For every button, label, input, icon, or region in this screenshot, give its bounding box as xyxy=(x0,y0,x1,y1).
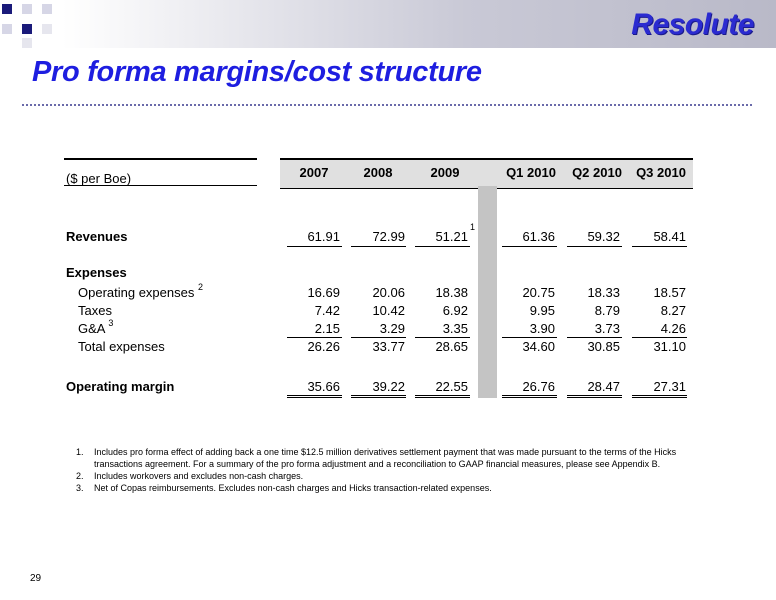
cell-value: 7.42 xyxy=(314,303,340,318)
cell-underline xyxy=(502,246,557,247)
cell-value: 18.33 xyxy=(587,285,620,300)
label-header-top-rule xyxy=(64,158,257,160)
footnote-item xyxy=(76,446,716,470)
footnote-number: 3. xyxy=(76,483,84,493)
cell-value: 72.99 xyxy=(372,229,405,244)
footnote-text: Includes pro forma effect of adding back a one time $12.5 million derivatives settlement payment that was made pursuant to the terms of the Hicks transactions agreement. For a summary of the pro forma adjustment and a reconciliation to GAAP financial measures, please see Appendix B. xyxy=(94,447,677,469)
cell-double-underline xyxy=(567,395,622,398)
row-label-total-expenses: Total expenses xyxy=(78,339,165,354)
footnote-number: 1. xyxy=(76,447,84,457)
column-header: 2007 xyxy=(299,165,329,180)
decor-square xyxy=(2,4,12,14)
cell-value: 35.66 xyxy=(307,379,340,394)
footnote-number: 2. xyxy=(76,471,84,481)
cell-value: 51.21 xyxy=(435,229,468,244)
cell-value: 2.15 xyxy=(314,321,340,336)
row-label-taxes: Taxes xyxy=(78,303,112,318)
cell-underline xyxy=(567,337,622,338)
cell-value: 9.95 xyxy=(529,303,555,318)
cell-value: 20.75 xyxy=(522,285,555,300)
cell-double-underline xyxy=(287,395,342,398)
footnote-marker: 1 xyxy=(470,222,476,232)
cell-underline xyxy=(632,246,687,247)
cell-value: 3.29 xyxy=(379,321,405,336)
cell-value: 33.77 xyxy=(372,339,405,354)
title-divider xyxy=(22,104,752,106)
cell-double-underline xyxy=(502,395,557,398)
cell-value: 30.85 xyxy=(587,339,620,354)
cell-underline xyxy=(351,246,406,247)
row-label-operating-expenses: Operating expenses $^2$ xyxy=(78,282,203,300)
decor-square xyxy=(42,24,52,34)
cell-value: 61.36 xyxy=(522,229,555,244)
cell-value: 3.73 xyxy=(594,321,620,336)
cell-value: 18.57 xyxy=(653,285,686,300)
footnote-item xyxy=(76,482,716,494)
cell-value: 28.65 xyxy=(435,339,468,354)
footnote-text: Net of Copas reimbursements. Excludes non-cash charges and Hicks transaction-related expenses. xyxy=(94,483,492,493)
cell-value: 28.47 xyxy=(587,379,620,394)
column-header: Q1 2010 xyxy=(506,165,556,180)
cell-underline xyxy=(415,337,470,338)
cell-value: 3.35 xyxy=(442,321,468,336)
cell-underline xyxy=(287,246,342,247)
cell-double-underline xyxy=(415,395,470,398)
cell-value: 34.60 xyxy=(522,339,555,354)
cell-value: 6.92 xyxy=(442,303,468,318)
cell-value: 10.42 xyxy=(372,303,405,318)
cell-value: 8.27 xyxy=(660,303,686,318)
cell-value: 31.10 xyxy=(653,339,686,354)
row-label-operating-margin: Operating margin xyxy=(66,379,175,394)
unit-label: ($ per Boe) xyxy=(66,171,132,186)
cell-value: 4.26 xyxy=(660,321,686,336)
cell-value: 22.55 xyxy=(435,379,468,394)
cell-value: 18.38 xyxy=(435,285,468,300)
page-number: 29 xyxy=(30,573,42,584)
cell-value: 26.26 xyxy=(307,339,340,354)
footnotes xyxy=(76,446,716,494)
cell-value: 16.69 xyxy=(307,285,340,300)
cell-underline xyxy=(567,246,622,247)
cell-value: 3.90 xyxy=(529,321,555,336)
cell-underline xyxy=(287,337,342,338)
column-header: Q2 2010 xyxy=(572,165,622,180)
footnote-item xyxy=(76,470,716,482)
row-label-ga: G&A $^3$ xyxy=(78,318,114,336)
cell-underline xyxy=(415,246,470,247)
cell-underline xyxy=(351,337,406,338)
cell-value: 8.79 xyxy=(594,303,620,318)
cell-value: 39.22 xyxy=(372,379,405,394)
decor-square xyxy=(22,38,32,48)
decor-square xyxy=(22,4,32,14)
column-header: 2009 xyxy=(430,165,460,180)
column-header: 2008 xyxy=(363,165,393,180)
cell-value: 59.32 xyxy=(587,229,620,244)
page-title: Pro forma margins/cost structure xyxy=(32,56,482,88)
decor-square xyxy=(22,24,32,34)
decor-square xyxy=(2,24,12,34)
cell-value: 26.76 xyxy=(522,379,555,394)
cell-value: 61.91 xyxy=(307,229,340,244)
cell-underline xyxy=(632,337,687,338)
cell-double-underline xyxy=(632,395,687,398)
section-heading-expenses: Expenses xyxy=(66,265,127,280)
row-label-revenues: Revenues xyxy=(66,229,128,244)
cell-value: 58.41 xyxy=(653,229,686,244)
cell-value: 27.31 xyxy=(653,379,686,394)
decor-square xyxy=(42,4,52,14)
cell-underline xyxy=(502,337,557,338)
cell-double-underline xyxy=(351,395,406,398)
company-logo: Resolute xyxy=(631,8,754,41)
footnote-text: Includes workovers and excludes non-cash charges. xyxy=(94,471,304,481)
column-header: Q3 2010 xyxy=(636,165,686,180)
cell-value: 20.06 xyxy=(372,285,405,300)
